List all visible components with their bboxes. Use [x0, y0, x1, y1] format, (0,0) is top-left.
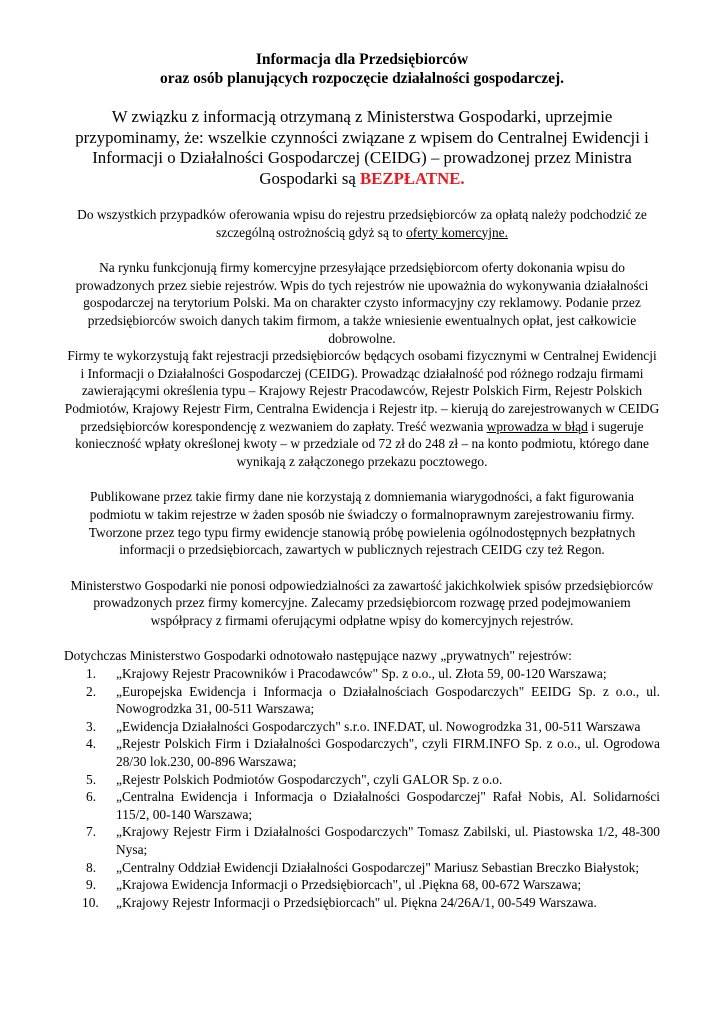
registers-list-intro: Dotychczas Ministerstwo Gospodarki odnotowało następujące nazwy „prywatnych" rejestrów: — [64, 648, 572, 664]
title-line-1: Informacja dla Przedsiębiorców — [255, 51, 469, 68]
ministry-paragraph: Ministerstwo Gospodarki nie ponosi odpowiedzialności za zawartość jakichkolwiek spisów przedsiębiorców prowadzonych przez firmy komercyjne. Zalecamy przedsiębiorcom rozwagę przed podejmowaniem współpracy z firmami oferującymi odpłatne wpisy do komercyjnych rejestrów. — [70, 577, 654, 628]
title-line-2: oraz osób planujących rozpoczęcie działalności gospodarczej. — [159, 70, 565, 87]
list-item-number: 9. — [86, 877, 97, 893]
list-item-number: 4. — [86, 736, 97, 752]
free-of-charge-highlight: BEZPŁATNE. — [360, 168, 465, 188]
list-item-number: 7. — [86, 824, 97, 840]
market-paragraph-2 — [64, 347, 660, 470]
list-item-text: „Centralna Ewidencja i Informacja o Działalności Gospodarczej" Rafał Nobis, Al. Solidarności 115/2, 00-140 Warszawa; — [116, 789, 660, 822]
warning-text: Do wszystkich przypadków oferowania wpisu do rejestru przedsiębiorców za opłatą należy podchodzić ze szczególną ostrożnością gdyż są to — [77, 207, 647, 240]
list-item — [64, 735, 660, 770]
list-item — [64, 771, 660, 789]
list-item — [64, 859, 660, 877]
list-item — [64, 683, 660, 718]
list-item-text: „Krajowy Rejestr Informacji o Przedsiębiorcach" ul. Piękna 24/26A/1, 00-549 Warszawa. — [116, 894, 597, 910]
list-item — [64, 788, 660, 823]
document-title — [64, 50, 660, 88]
market-paragraph-1: Na rynku funkcjonują firmy komercyjne przesyłające przedsiębiorcom oferty dokonania wpisu do prowadzonych przez siebie rejestrów. Wpis do tych rejestrów nie upoważnia do wykonywania działalności gospodarczej na terytorium Polski. Ma on charakter czysto informacyjny czy reklamowy. Podanie przez przedsiębiorców swoich danych takim firmom, a także wniesienie ewentualnych opłat, jest całkowicie dobrowolne. — [75, 260, 649, 346]
market-p2-before: Firmy te wykorzystują fakt rejestracji przedsiębiorców będących osobami fizycznymi w Centralnej Ewidencji i Informacji o Działalności Gospodarczej (CEIDG). Prowadząc działalność pod różnego rodzaju firmami zawierającymi określenia typu – Krajowy Rejestr Pracodawców, Rejestr Polskich Firm, Rejestr Polskich Podmiotów, Krajowy Rejestr Firm, Centralna Ewidencja i Rejestr itp. – kierują do zarejestrowanych w CEIDG przedsiębiorców korespondencję z wezwaniem do zapłaty. Treść wezwania — [64, 348, 660, 434]
published-data-paragraph: Publikowane przez takie firmy dane nie korzystają z domniemania wiarygodności, a fakt figurowania podmiotu w takim rejestrze w żaden sposób nie świadczy o formalnoprawnym zarejestrowaniu firmy. Tworzone przez tego typu firmy ewidencje stanowią próbę powielenia ogólnodostępnych bezpłatnych informacji o przedsiębiorcach, zawartych w publicznych rejestrach CEIDG czy też Regon. — [88, 489, 636, 558]
warning-paragraph — [64, 206, 660, 241]
list-item — [64, 876, 660, 894]
intro-paragraph — [64, 107, 660, 189]
list-item-text: „Krajowy Rejestr Firm i Działalności Gospodarczych" Tomasz Zabilski, ul. Piastowska 1/2, 48-300 Nysa; — [116, 824, 660, 857]
misleading-underlined: wprowadza w błąd — [486, 418, 588, 434]
list-item — [64, 894, 660, 912]
list-item-text: „Krajowy Rejestr Pracowników i Pracodawców" Sp. z o.o., ul. Złota 59, 00-120 Warszawa; — [116, 666, 607, 682]
list-item-text: „Rejestr Polskich Firm i Działalności Gospodarczych", czyli FIRM.INFO Sp. z o.o., ul. Ogrodowa 28/30 lok.230, 00-896 Warszawa; — [116, 736, 660, 770]
list-item-number: 3. — [86, 718, 97, 734]
list-item — [64, 823, 660, 858]
list-item-number: 2. — [86, 683, 97, 699]
list-item-number: 6. — [86, 789, 97, 805]
list-item-text: „Ewidencja Działalności Gospodarczych" s.r.o. INF.DAT, ul. Nowogrodzka 31, 00-511 Warszawa — [116, 718, 641, 734]
list-item-text: „Rejestr Polskich Podmiotów Gospodarczych", czyli GALOR Sp. z o.o. — [116, 771, 503, 787]
list-item-number: 1. — [86, 666, 97, 682]
list-item — [64, 718, 660, 736]
market-p2-after: i sugeruje konieczność wpłaty określonej kwoty – w przedziale od 72 zł do 248 zł – na konto podmiotu, którego dane wynikają z załączonego przekazu pocztowego. — [75, 418, 649, 469]
list-item-number: 8. — [86, 859, 97, 875]
list-item-text: „Europejska Ewidencja i Informacja o Działalnościach Gospodarczych" EEIDG Sp. z o.o., ul. Nowogrodzka 31, 00-511 Warszawa; — [116, 683, 660, 717]
intro-text: W związku z informacją otrzymaną z Ministerstwa Gospodarki, uprzejmie przypominamy, że: wszelkie czynności związane z wpisem do Centralnej Ewidencji i Informacji o Działalności Gospodarczej (CEIDG) – prowadzonej przez Ministra Gospodarki są — [75, 107, 649, 188]
list-item-text: „Centralny Oddział Ewidencji Działalności Gospodarczej" Mariusz Sebastian Breczko Białystok; — [116, 859, 640, 875]
list-item-text: „Krajowa Ewidencja Informacji o Przedsiębiorcach", ul .Piękna 68, 00-672 Warszawa; — [116, 877, 582, 893]
commercial-offers-underlined: oferty komercyjne. — [406, 224, 508, 240]
list-item-number: 10. — [82, 894, 99, 910]
document-page — [64, 50, 660, 911]
list-item — [64, 665, 660, 683]
registers-list — [64, 665, 660, 911]
list-item-number: 5. — [86, 771, 97, 787]
